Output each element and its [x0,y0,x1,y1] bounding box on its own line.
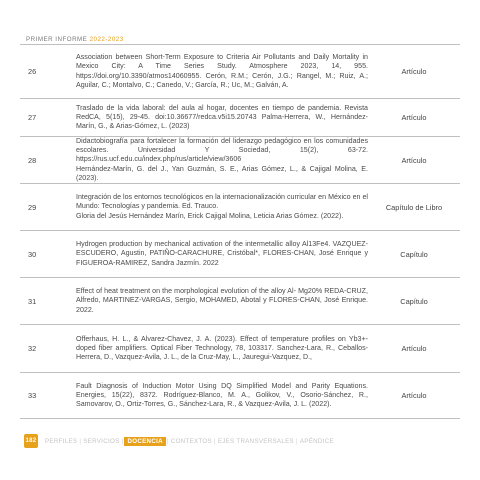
publication-type: Artículo [401,344,427,353]
reference-text: Hydrogen production by mechanical activation of the intermetallic alloy Al13Fe4. VAZQUEZ-ESCUDERO, Agustin, PATIÑO-CARACHURE, Cristóbal*, FLORES-CHAN, José Enrique y FIGUEROA-RAMIREZ, Sandra Jazmín. 2022 [76,240,368,267]
table-row [20,231,460,278]
footer-nav [24,434,336,448]
report-header [26,36,124,43]
row-number: 31 [28,296,37,306]
table-row [20,99,460,137]
report-title: PRIMER INFORME [26,36,88,43]
reference-text: Integración de los entornos tecnológicos en la internacionalización curricular en México en el Mundo: Tecnologías y pandemia. Ed. Trauco. Gloria del Jesús Hernández Marín, Erick Cajigal Molina, Leticia Arias Gómez. (2022). [76,193,368,220]
nav-separator: | [166,437,169,445]
table-row [20,137,460,184]
nav-apendice[interactable]: APÉNDICE [299,437,334,445]
table-row [20,373,460,419]
publications-table [20,44,460,419]
nav-ejes-transversales[interactable]: EJES TRANSVERSALES [217,437,294,445]
reference-text: Association between Short-Term Exposure to Criteria Air Pollutants and Daily Mortality in Mexico City: A Time Series Study. Atmosphere 2023, 14, 955. https://doi.org/10.3390/atmos14060955. Cerón, R.M.; Cerón, J.G.; Rangel, M.; Ruiz, A.; Aguilar, C.; Montalvo, C.; Canedo, V.; García, R.; Uc, M.; Galván, A. [76,53,368,89]
publication-type: Artículo [401,67,427,76]
publication-type: Capítulo de Libro [385,202,443,212]
nav-separator: | [295,437,298,445]
page-number: 182 [24,434,38,448]
publication-type: Artículo [401,391,427,400]
publication-type: Capítulo [400,296,428,306]
reference-text: Fault Diagnosis of Induction Motor Using DQ Simplified Model and Parity Equations. Energies, 15(22), 8372. Rodríguez-Blanco, M. A., Golikov, V., Osorio-Sánchez, R., Samovarov, O., Ortiz-Torres, G., Sánchez-Lara, R., & Vazquez-Avila, J. L. (2022). [76,381,368,409]
nav-perfiles[interactable]: PERFILES [45,437,78,445]
nav-separator: | [213,437,216,445]
reference-text: Traslado de la vida laboral: del aula al hogar, docentes en tiempo de pandemia. Revista RedCA, 5(15), 29-45. doi:10.36677/redca.v5i15.20743 Palma-Herrera, W., Hernández-Marín, G., & Arias-Gómez, L. (2023) [76,103,368,131]
row-number: 27 [28,113,37,122]
row-number: 26 [28,67,37,76]
nav-separator: | [121,437,124,445]
row-number: 32 [28,344,37,353]
row-number: 29 [28,202,37,212]
publication-type: Artículo [401,113,427,122]
nav-servicios[interactable]: SERVICIOS [83,437,120,445]
table-row [20,45,460,99]
row-number: 30 [28,249,37,259]
reference-text: Didactobiografía para fortalecer la formación del liderazgo pedagógico en los comunidades escolares. Universidad Y Sociedad, 15(2), 63-72. https://rus.ucf.edu.cu/index.php/rus/article/view/3606 Hernández-Marín, G. del J., Yan Guzmán, S. E., Arias Gómez, L., & Cajigal Molina, E. (2023). [76,137,368,182]
reference-text: Offerhaus, H. L., & Alvarez-Chavez, J. A. (2023). Effect of temperature profiles on Yb3+-doped fiber amplifiers. Optical Fiber Technology, 78, 103317. Sanchez-Lara, R., Ceballos-Herrera, D., Vazquez-Avila, J. L., de la Cruz-May, L., Jauregui-Vazquez, D., [76,334,368,362]
table-row [20,184,460,231]
report-years: 2022-2023 [89,36,124,43]
row-number: 33 [28,391,37,400]
table-row [20,325,460,373]
nav-contextos[interactable]: CONTEXTOS [170,437,212,445]
row-number: 28 [28,155,37,165]
nav-separator: | [79,437,82,445]
reference-text: Effect of heat treatment on the morphological evolution of the alloy Al- Mg20% REDA-CRUZ, Alfredo, MARTINEZ-VARGAS, Sergio, MOHAMED, Abotal y FLORES-CHAN, José Enrique. 2022. [76,287,368,314]
publication-type: Artículo [401,155,427,165]
publication-type: Capítulo [400,249,428,259]
table-row [20,278,460,325]
nav-docencia[interactable]: DOCENCIA [124,437,165,446]
